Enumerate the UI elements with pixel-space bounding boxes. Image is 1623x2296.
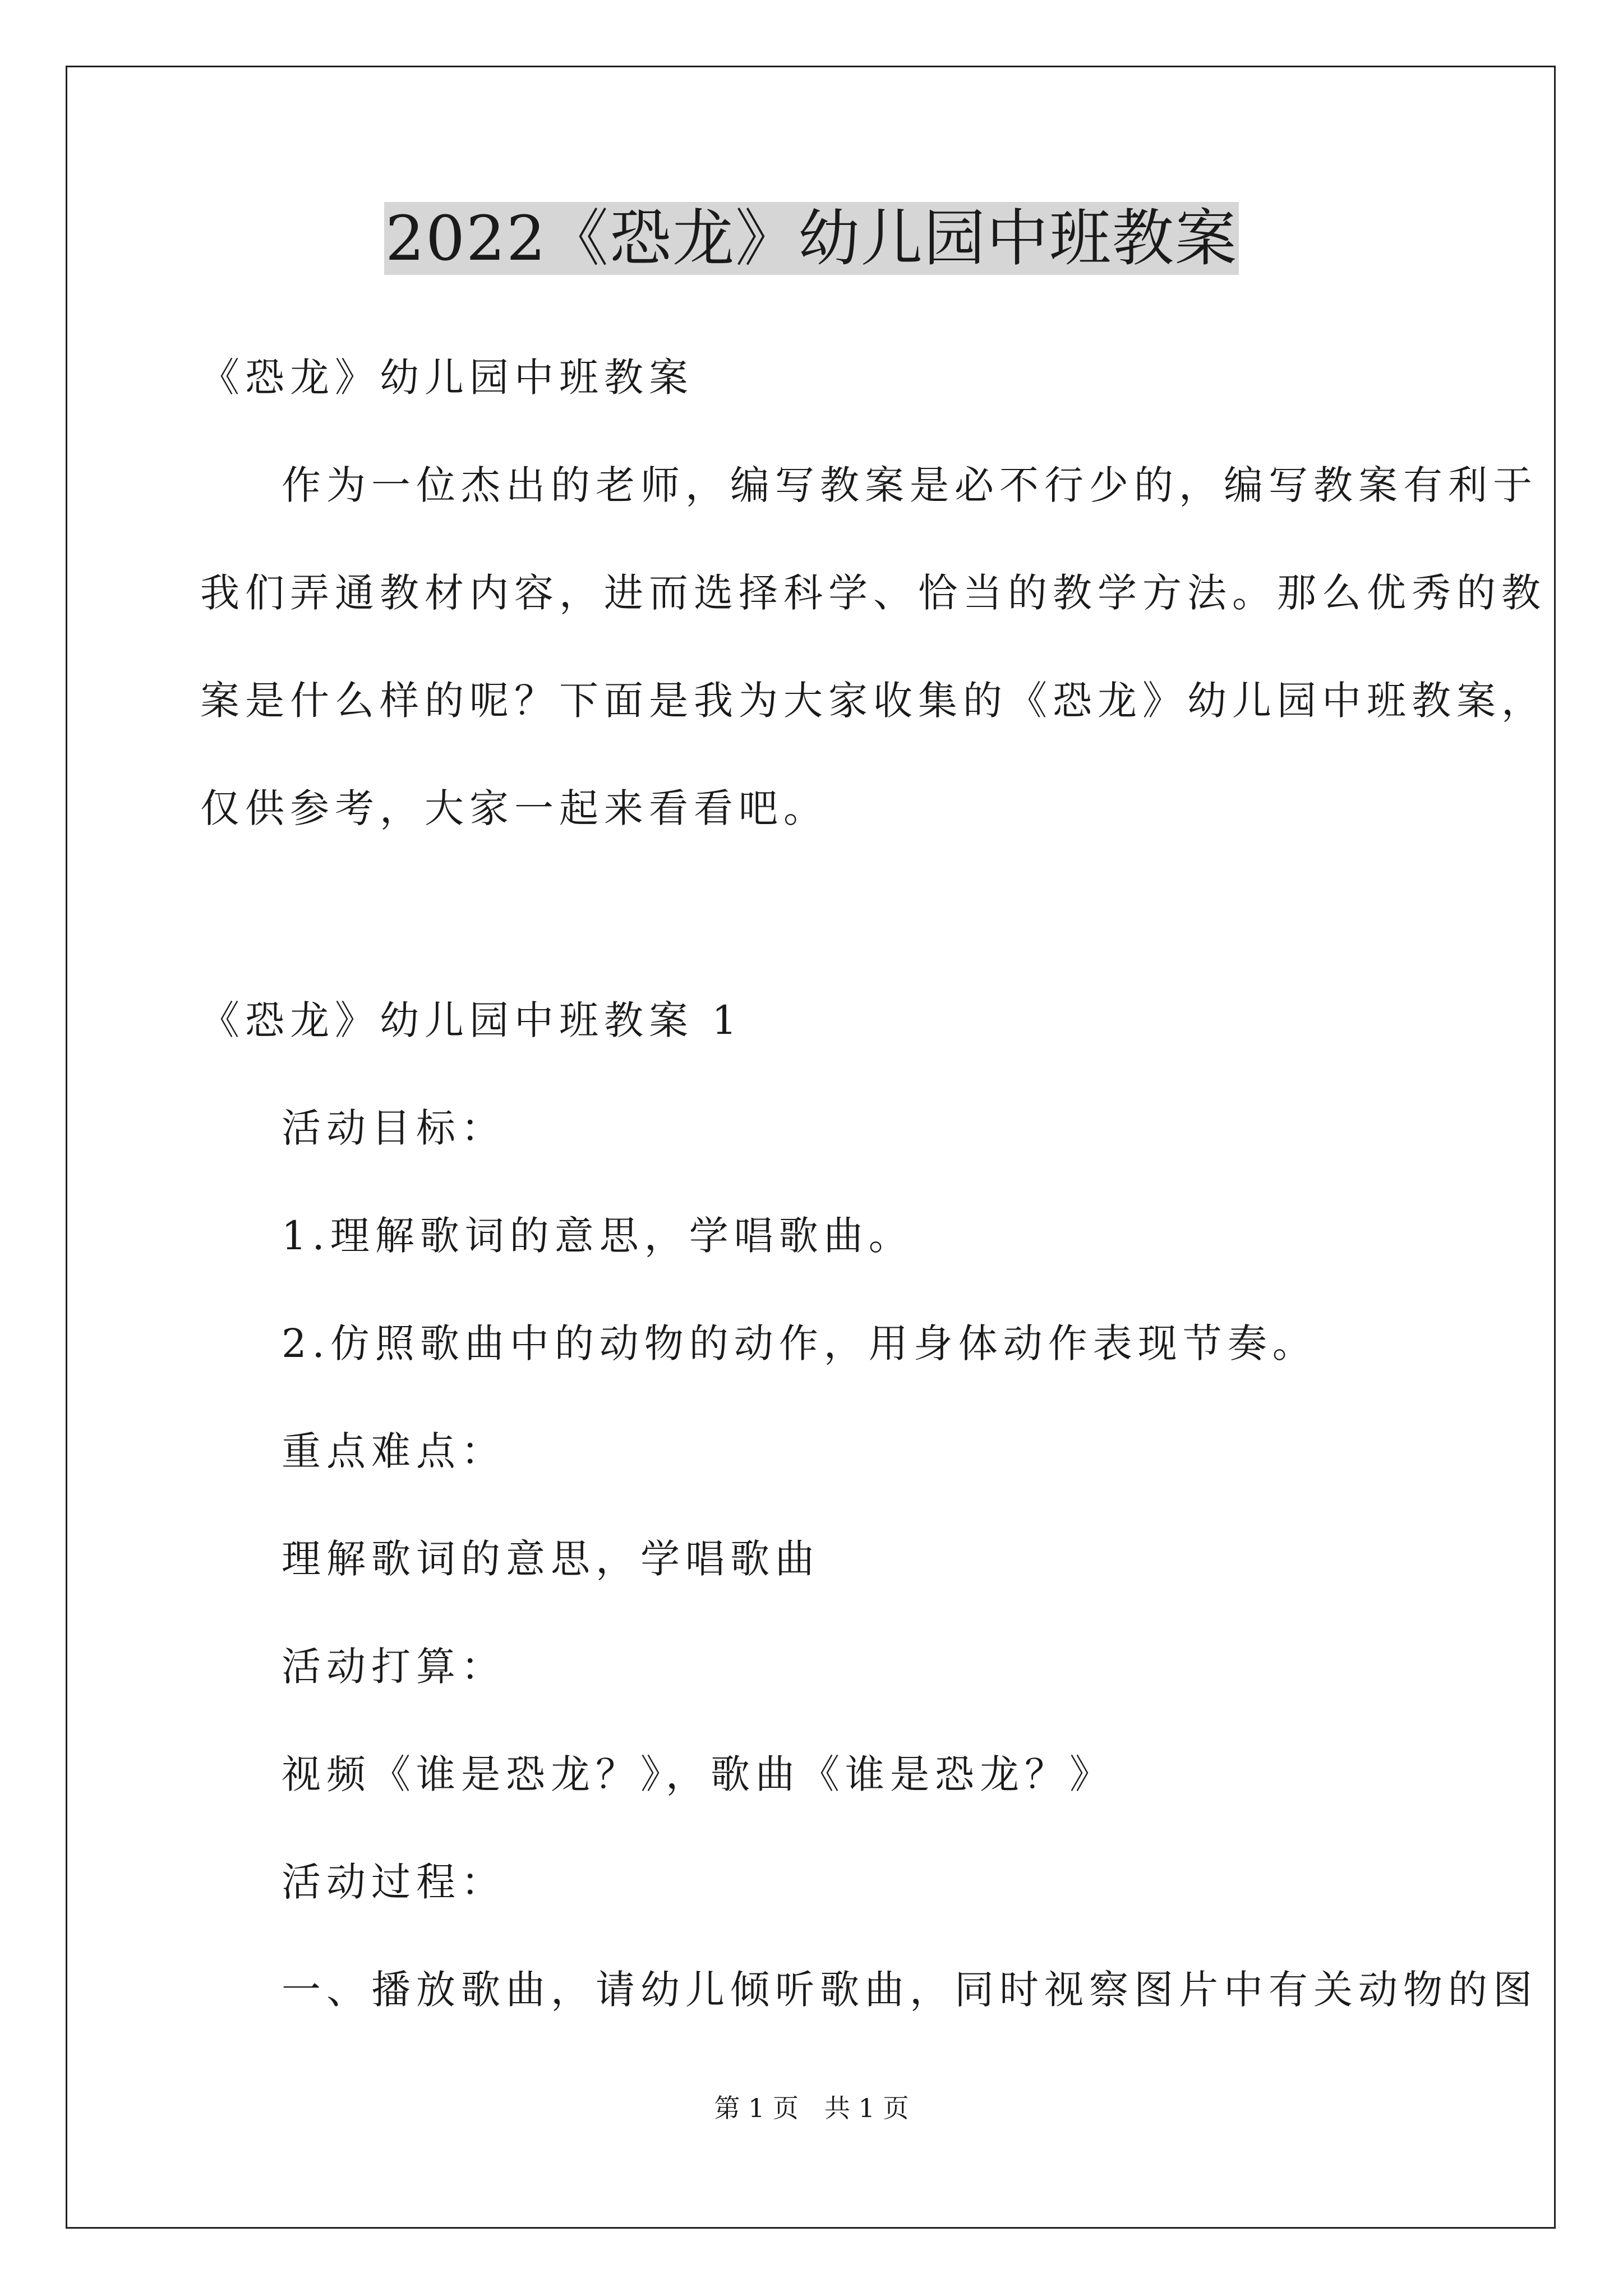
title-container — [0, 202, 1623, 275]
document-title: 2022《恐龙》幼儿园中班教案 — [385, 203, 1238, 274]
body-line-2: 1.理解歌词的意思，学唱歌曲。 — [282, 1213, 914, 1259]
body-line-3: 2.仿照歌曲中的动物的动作，用身体动作表现节奏。 — [282, 1320, 1317, 1366]
intro-line-4: 仅供参考，大家一起来看看吧。 — [200, 785, 828, 831]
body-line-1: 活动目标： — [282, 1105, 506, 1151]
section-heading: 《恐龙》幼儿园中班教案 1 — [200, 997, 743, 1043]
body-line-8: 活动过程： — [282, 1859, 506, 1905]
body-line-6: 活动打算： — [282, 1644, 506, 1690]
body-line-7: 视频《谁是恐龙？》，歌曲《谁是恐龙？》 — [282, 1751, 1114, 1797]
body-line-5: 理解歌词的意思，学唱歌曲 — [282, 1536, 820, 1582]
intro-line-1: 作为一位杰出的老师，编写教案是必不行少的，编写教案有利于 — [282, 462, 1538, 508]
body-line-9: 一、播放歌曲，请幼儿倾听歌曲，同时视察图片中有关动物的图 — [282, 1967, 1538, 2013]
body-line-4: 重点难点： — [282, 1428, 506, 1474]
intro-line-2: 我们弄通教材内容，进而选择科学、恰当的教学方法。那么优秀的教 — [200, 570, 1546, 616]
document-subtitle: 《恐龙》幼儿园中班教案 — [200, 355, 694, 401]
page-number-footer: 第 1 页 共 1 页 — [714, 2093, 909, 2123]
intro-line-3: 案是什么样的呢？下面是我为大家收集的《恐龙》幼儿园中班教案， — [200, 678, 1546, 724]
